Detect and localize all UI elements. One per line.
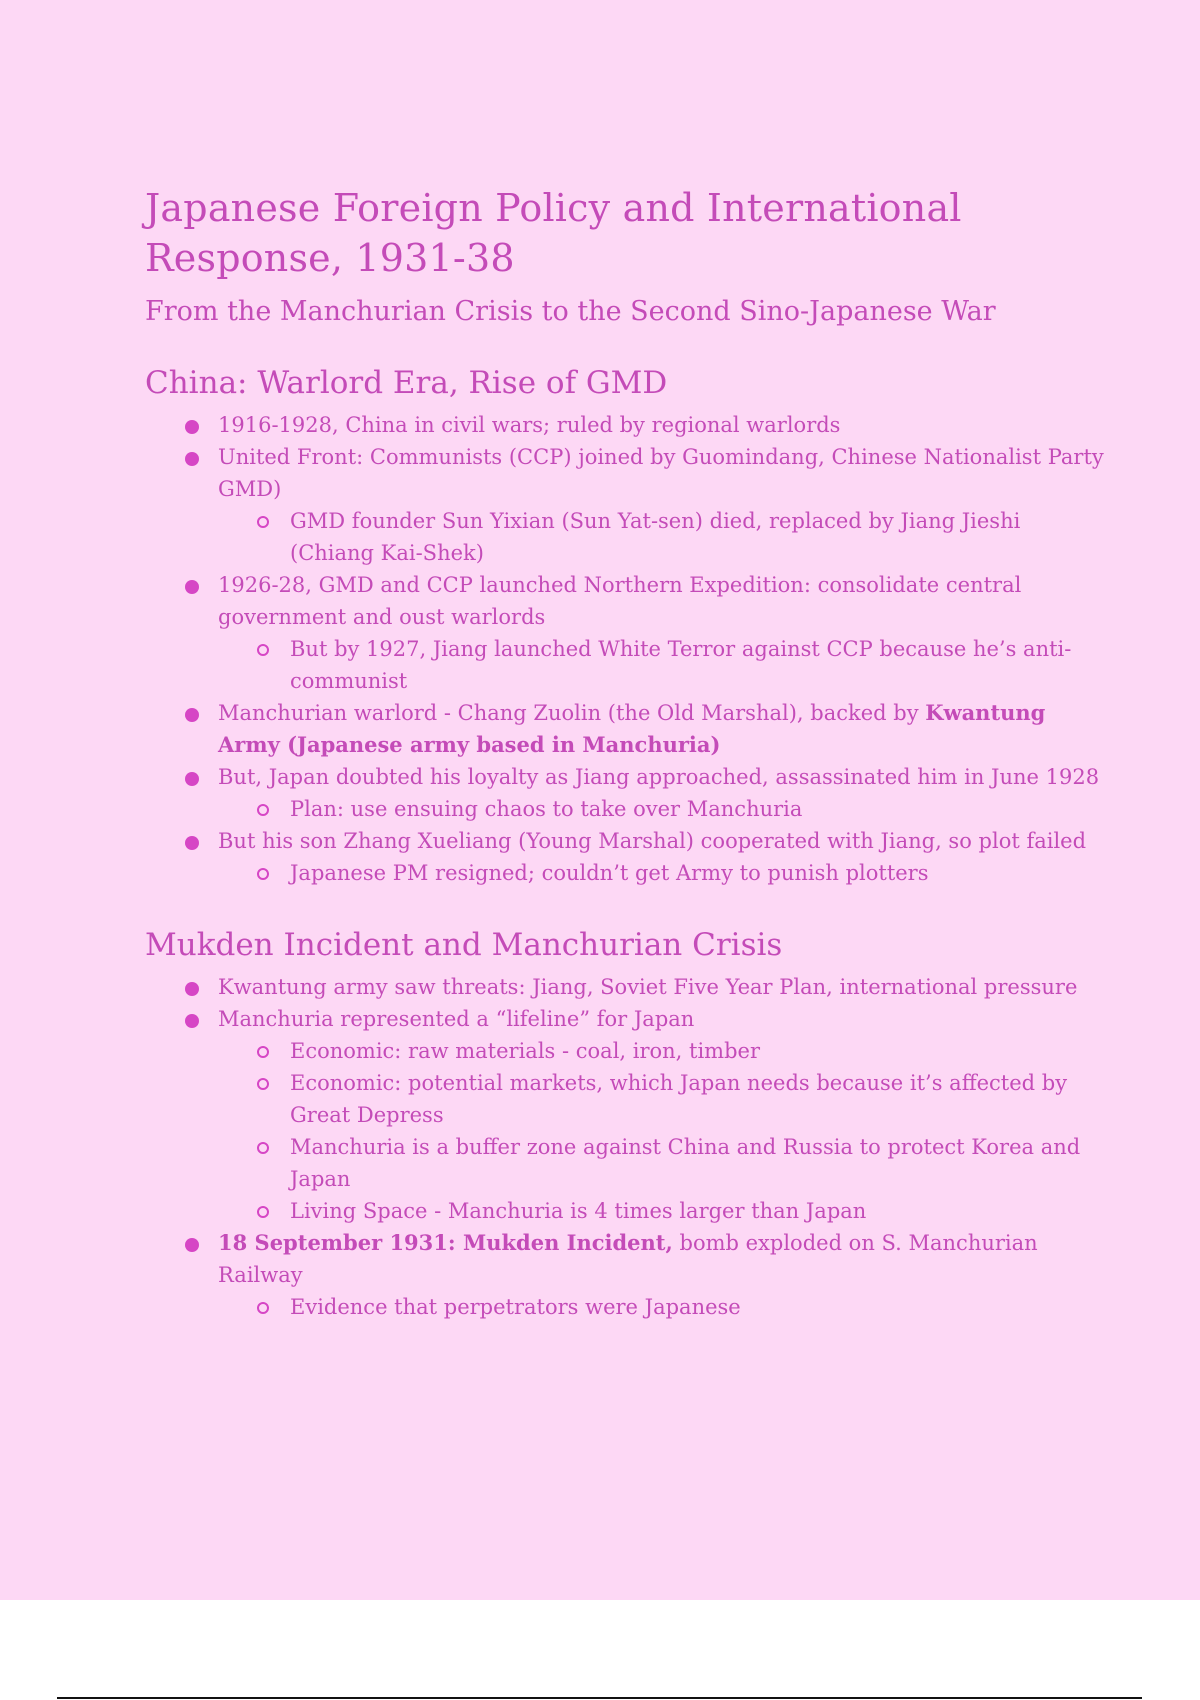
sub-list-item-text: Evidence that perpetrators were Japanese xyxy=(290,1295,741,1319)
hollow-bullet-icon xyxy=(257,516,269,528)
hollow-bullet-icon xyxy=(257,1142,269,1154)
list-item-bold-text: 18 September 1931: Mukden Incident, xyxy=(218,1230,673,1255)
sub-list-item-text: Manchuria is a buffer zone against China and Russia to protect Korea and Japan xyxy=(290,1135,1081,1191)
sub-list-item xyxy=(145,505,1105,569)
list-item-text: 1916-1928, China in civil wars; ruled by regional warlords xyxy=(218,413,841,437)
sub-list-item xyxy=(145,1131,1105,1195)
hollow-bullet-icon xyxy=(257,644,269,656)
bullet-list xyxy=(145,409,1105,889)
sub-list-item xyxy=(145,793,1105,825)
list-item-text: But, Japan doubted his loyalty as Jiang approached, assassinated him in June 1928 xyxy=(218,765,1100,789)
list-item xyxy=(145,697,1105,761)
sub-list-item-text: But by 1927, Jiang launched White Terror against CCP because he’s anti-communist xyxy=(290,637,1072,693)
bullet-icon xyxy=(185,452,199,466)
sub-list-item-text: Economic: raw materials - coal, iron, timber xyxy=(290,1039,761,1063)
bullet-icon xyxy=(185,420,199,434)
list-item xyxy=(145,1003,1105,1035)
sub-bullet-list xyxy=(145,857,1105,889)
list-item xyxy=(145,971,1105,1003)
document-content xyxy=(145,183,1105,1323)
list-item-text: Manchuria represented a “lifeline” for Japan xyxy=(218,1007,695,1031)
bullet-icon xyxy=(185,772,199,786)
bullet-icon xyxy=(185,1238,199,1252)
hollow-bullet-icon xyxy=(257,868,269,880)
bullet-icon xyxy=(185,1014,199,1028)
sub-bullet-list xyxy=(145,633,1105,697)
list-item xyxy=(145,441,1105,505)
sub-list-item xyxy=(145,1291,1105,1323)
document-title: Japanese Foreign Policy and International Response, 1931-38 xyxy=(145,186,962,280)
list-item xyxy=(145,1227,1105,1291)
sub-bullet-list xyxy=(145,505,1105,569)
sub-list-item xyxy=(145,1195,1105,1227)
sub-bullet-list xyxy=(145,1291,1105,1323)
sub-list-item-text: Japanese PM resigned; couldn’t get Army to punish plotters xyxy=(290,861,929,885)
sub-bullet-list xyxy=(145,1035,1105,1227)
hollow-bullet-icon xyxy=(257,1206,269,1218)
bullet-icon xyxy=(185,836,199,850)
bullet-list xyxy=(145,971,1105,1323)
list-item-bold-text: Kwantung Army (Japanese army based in Manchuria) xyxy=(218,700,1046,757)
list-item xyxy=(145,825,1105,857)
section-heading: Mukden Incident and Manchurian Crisis xyxy=(145,927,783,963)
list-item-text: United Front: Communists (CCP) joined by Guomindang, Chinese Nationalist Party GMD) xyxy=(218,445,1104,501)
list-item xyxy=(145,569,1105,633)
list-item xyxy=(145,409,1105,441)
sub-list-item xyxy=(145,1035,1105,1067)
sub-bullet-list xyxy=(145,793,1105,825)
bullet-icon xyxy=(185,580,199,594)
sub-list-item-text: GMD founder Sun Yixian (Sun Yat-sen) died, replaced by Jiang Jieshi (Chiang Kai-Shek) xyxy=(290,509,1021,565)
hollow-bullet-icon xyxy=(257,1078,269,1090)
footer-rule xyxy=(57,1697,1142,1699)
list-item-text: But his son Zhang Xueliang (Young Marshal) cooperated with Jiang, so plot failed xyxy=(218,829,1087,853)
list-item-text: 1926-28, GMD and CCP launched Northern Expedition: consolidate central government and oust warlords xyxy=(218,573,1022,629)
sub-list-item-text: Economic: potential markets, which Japan needs because it’s affected by Great Depress xyxy=(290,1071,1068,1127)
sub-list-item xyxy=(145,1067,1105,1131)
bullet-icon xyxy=(185,982,199,996)
hollow-bullet-icon xyxy=(257,1046,269,1058)
sub-list-item xyxy=(145,857,1105,889)
list-item-text: Kwantung army saw threats: Jiang, Soviet Five Year Plan, international pressure xyxy=(218,975,1078,999)
document-subtitle: From the Manchurian Crisis to the Second Sino-Japanese War xyxy=(145,296,996,327)
hollow-bullet-icon xyxy=(257,804,269,816)
list-item-text: Manchurian warlord - Chang Zuolin (the Old Marshal), backed by xyxy=(218,701,926,725)
sub-list-item xyxy=(145,633,1105,697)
sub-list-item-text: Plan: use ensuing chaos to take over Manchuria xyxy=(290,797,803,821)
bullet-icon xyxy=(185,708,199,722)
hollow-bullet-icon xyxy=(257,1302,269,1314)
section-heading: China: Warlord Era, Rise of GMD xyxy=(145,365,668,401)
list-item-text: bomb exploded on S. Manchurian Railway xyxy=(218,1231,1038,1287)
list-item xyxy=(145,761,1105,793)
sub-list-item-text: Living Space - Manchuria is 4 times larger than Japan xyxy=(290,1199,867,1223)
